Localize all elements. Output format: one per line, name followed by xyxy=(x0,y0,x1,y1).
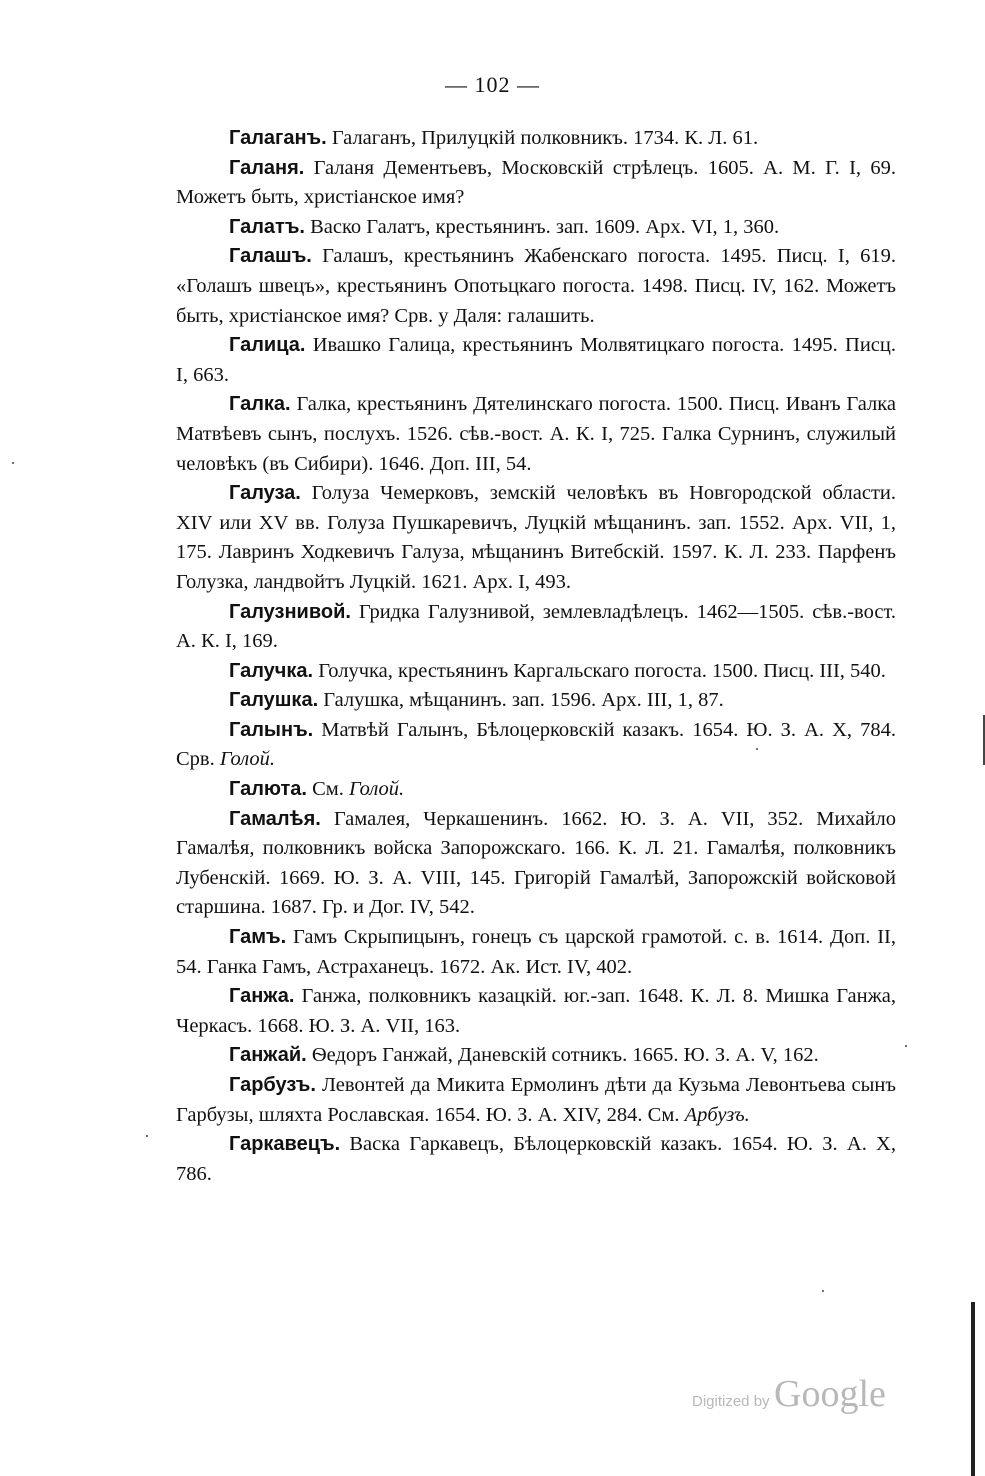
entry-text: Ганжа, полковникъ казацкій. юг.-зап. 1648. К. Л. 8. Мишка Ганжа, Черкасъ. 1668. Ю. З. А. VII, 163. xyxy=(176,985,896,1037)
entry-text: Галашъ, крестьянинъ Жабенскаго погоста. 1495. Писц. I, 619. «Голашъ швецъ», крестьянинъ Опотьцкаго погоста. 1498. Писц. IV, 162. Можетъ быть, христіанское имя? Срв. у Даля: галашить. xyxy=(176,245,896,327)
entry-galka xyxy=(176,390,896,479)
entry-galuza xyxy=(176,479,896,597)
entry-headword: Гаркавецъ. xyxy=(229,1133,341,1156)
scan-speck xyxy=(756,748,758,750)
entry-headword: Гамъ. xyxy=(229,926,287,949)
entry-galushka xyxy=(176,686,896,716)
entry-ganzha xyxy=(176,982,896,1041)
watermark-logo-text: Google xyxy=(774,1373,886,1415)
entry-galuznivoy xyxy=(176,598,896,657)
entry-galyuta xyxy=(176,775,896,805)
entry-text: Галаня Дементьевъ, Московскій стрѣлецъ. 1605. А. М. Г. I, 69. Можетъ быть, христіанское имя? xyxy=(176,156,896,209)
entry-headword: Галашъ. xyxy=(229,245,312,268)
entry-headword: Галюта. xyxy=(229,778,307,801)
entry-headword: Галынъ. xyxy=(229,718,314,741)
entry-text: Ивашко Галица, крестьянинъ Молвятицкаго погоста. 1495. Писц. I, 663. xyxy=(176,334,896,386)
entry-text: См. xyxy=(306,778,349,801)
entry-headword: Галатъ. xyxy=(229,215,305,238)
entry-headword: Галица. xyxy=(229,334,306,357)
entry-galyn xyxy=(176,716,896,775)
entry-text: Галушка, мѣщанинъ. зап. 1596. Арх. III, 1, 87. xyxy=(318,689,724,712)
entry-gam xyxy=(176,923,896,982)
scan-speck xyxy=(12,462,14,464)
entry-headword: Гарбузъ. xyxy=(229,1074,316,1096)
entry-headword: Галаганъ. xyxy=(229,127,327,149)
page-number: — 102 — xyxy=(445,72,540,97)
entry-headword: Галуза. xyxy=(229,482,301,505)
entry-text: Гамалея, Черкашенинъ. 1662. Ю. З. А. VII, 352. Михайло Гамалѣя, полковникъ войска Запорожскаго. 166. К. Л. 21. Гамалѣя, полковникъ Лубенскій. 1669. Ю. З. А. VIII, 145. Григорій Гамалѣй, Запорожскій войсковой старшина. 1687. Гр. и Дог. IV, 542. xyxy=(176,807,896,919)
scan-speck xyxy=(822,1290,824,1292)
entry-galitsa xyxy=(176,331,896,390)
entry-text: Гридка Галузнивой, землевладѣлецъ. 1462—1505. сѣв.-вост. А. К. I, 169. xyxy=(176,600,896,653)
dictionary-entries xyxy=(176,124,896,1189)
entry-headword: Ганжа. xyxy=(229,985,295,1008)
entry-cross-reference: Арбузъ. xyxy=(684,1103,750,1126)
entry-cross-reference: Голой. xyxy=(349,778,405,801)
entry-headword: Галузнивой. xyxy=(229,600,351,623)
entry-galanya xyxy=(176,154,896,213)
entry-text: Галаганъ, Прилуцкій полковникъ. 1734. К. Л. 61. xyxy=(326,127,759,149)
entry-headword: Галка. xyxy=(229,393,291,416)
entry-galash xyxy=(176,242,896,331)
entry-garbuz xyxy=(176,1071,896,1130)
entry-headword: Галаня. xyxy=(229,156,305,179)
watermark-small-text: Digitized by xyxy=(692,1393,770,1410)
entry-text: Гамъ Скрыпицынъ, гонецъ съ царской грамотой. с. в. 1614. Доп. II, 54. Ганка Гамъ, Астраханецъ. 1672. Ак. Ист. IV, 402. xyxy=(176,926,896,978)
entry-text: Голучка, крестьянинъ Каргальскаго погоста. 1500. Писц. III, 540. xyxy=(313,659,886,682)
entry-text: Галка, крестьянинъ Дятелинскаго погоста. 1500. Писц. Иванъ Галка Матвѣевъ сынъ, послухъ. 1526. сѣв.-вост. А. К. I, 725. Галка Сурнинъ, служилый человѣкъ (въ Сибири). 1646. Доп. III, 54. xyxy=(176,393,896,475)
entry-text: Голуза Чемерковъ, земскій человѣкъ въ Новгородской области. XIV или XV вв. Голуза Пушкаревичъ, Луцкій мѣщанинъ. зап. 1552. Арх. VII, 1, 175. Лавринъ Ходкевичъ Галуза, мѣщанинъ Витебскій. 1597. К. Л. 233. Парфенъ Голузка, ландвойтъ Луцкій. 1621. Арх. I, 493. xyxy=(176,482,896,593)
entry-gamaleya xyxy=(176,805,896,923)
entry-headword: Галучка. xyxy=(229,659,314,682)
entry-text: Ѳедоръ Ганжай, Даневскій сотникъ. 1665. Ю. З. А. V, 162. xyxy=(306,1044,819,1067)
entry-galat xyxy=(176,213,896,243)
scan-speck xyxy=(905,1045,907,1047)
entry-cross-reference: Голой. xyxy=(219,748,276,771)
entry-ganzhay xyxy=(176,1041,896,1071)
entry-headword: Ганжай. xyxy=(229,1044,307,1067)
digitized-by-google-watermark xyxy=(692,1372,886,1416)
entry-headword: Гамалѣя. xyxy=(229,807,321,830)
entry-galagan xyxy=(176,124,896,154)
scan-edge-line xyxy=(971,1302,975,1476)
entry-text: Васка Гаркавецъ, Бѣлоцерковскій казакъ. 1654. Ю. З. А. X, 786. xyxy=(176,1133,896,1185)
scan-speck xyxy=(146,1135,148,1137)
entry-headword: Галушка. xyxy=(229,689,319,712)
entry-text: Матвѣй Галынъ, Бѣлоцерковскій казакъ. 1654. Ю. З. А. X, 784. Срв. xyxy=(176,718,896,771)
entry-garkavets xyxy=(176,1130,896,1189)
entry-text: Левонтей да Микита Ермолинъ дѣти да Кузьма Левонтьева сынъ Гарбузы, шляхта Рославская. 1654. Ю. З. А. XIV, 284. См. xyxy=(176,1074,896,1126)
entry-galuchka xyxy=(176,657,896,687)
entry-text: Васко Галатъ, крестьянинъ. зап. 1609. Арх. VI, 1, 360. xyxy=(304,215,780,238)
